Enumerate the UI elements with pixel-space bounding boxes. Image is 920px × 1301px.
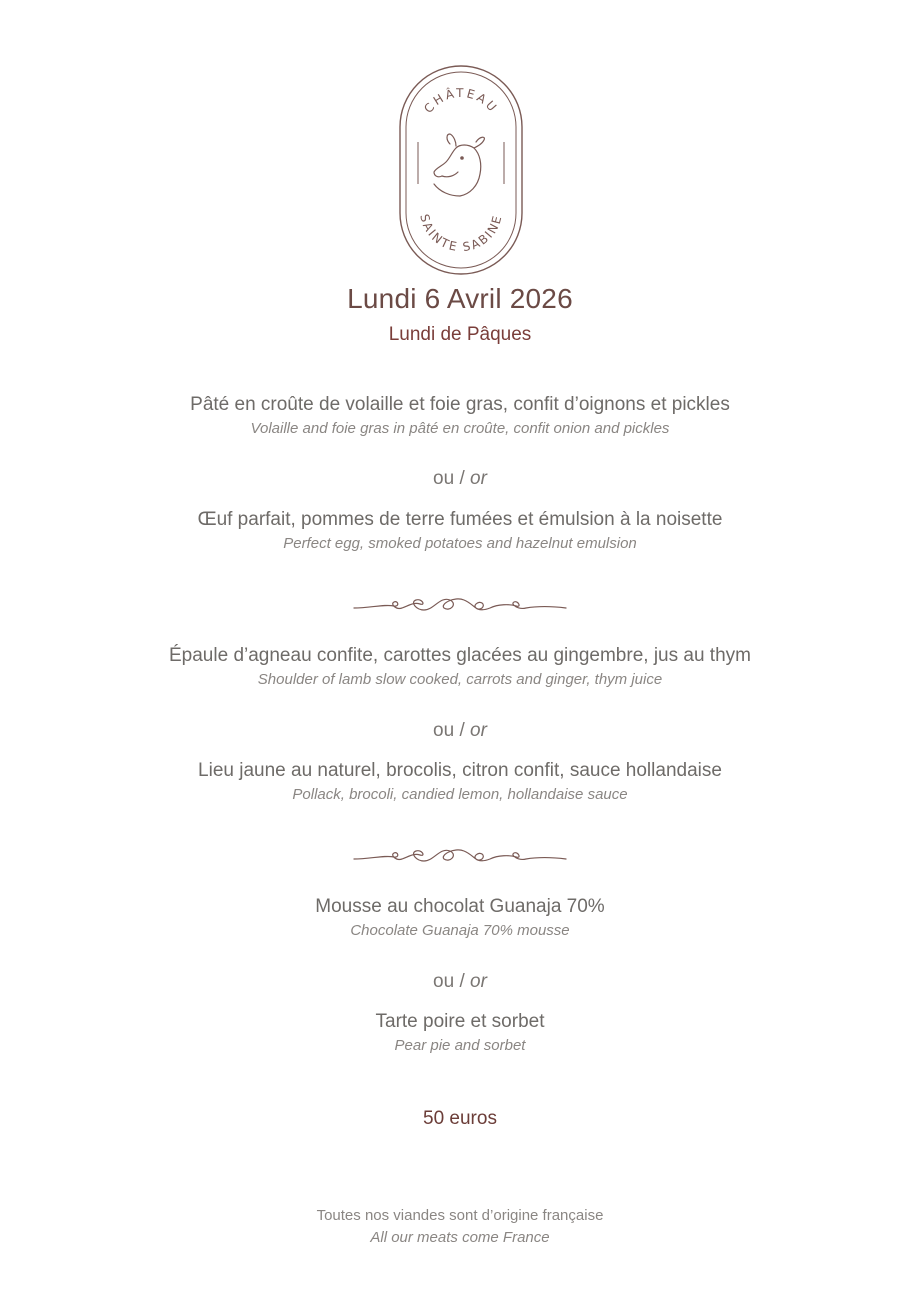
chateau-logo: [398, 64, 524, 276]
course-1-option-1: [0, 392, 920, 440]
deer-head-icon: [434, 134, 484, 196]
or-fr: ou: [433, 971, 455, 992]
or-en: or: [470, 468, 487, 489]
or-slash: /: [459, 720, 465, 741]
ornament-divider: [350, 592, 570, 622]
footer-note: [0, 1205, 920, 1249]
or-en: or: [470, 720, 487, 741]
menu-price: 50 euros: [423, 1108, 497, 1129]
ornament-divider: [350, 843, 570, 873]
menu-occasion: Lundi de Pâques: [388, 324, 532, 345]
dish-name-en: Volaille and foie gras in pâté en croûte, confit onion and pickles: [250, 420, 670, 437]
dish-name-en: Perfect egg, smoked potatoes and hazelnut emulsion: [283, 535, 637, 552]
dish-name-fr: Épaule d’agneau confite, carottes glacées au gingembre, jus au thym: [169, 645, 751, 666]
or-slash: /: [459, 971, 465, 992]
or-fr: ou: [433, 720, 455, 741]
footer-note-fr: Toutes nos viandes sont d’origine française: [316, 1207, 604, 1224]
footer-note-en: All our meats come France: [370, 1229, 550, 1246]
course-3-option-2: [0, 1009, 920, 1057]
course-1-option-2: [0, 507, 920, 555]
svg-text:SAINTE SABINE: [417, 213, 505, 254]
course-2-option-1: [0, 643, 920, 691]
or-separator: [0, 971, 920, 993]
dish-name-fr: Tarte poire et sorbet: [375, 1011, 545, 1032]
dish-name-fr: Pâté en croûte de volaille et foie gras, confit d’oignons et pickles: [190, 394, 730, 415]
dish-name-fr: Mousse au chocolat Guanaja 70%: [315, 896, 605, 917]
logo-top-text: CHÂTEAU: [421, 85, 501, 116]
or-separator: [0, 468, 920, 490]
dish-name-en: Pollack, brocoli, candied lemon, hollandaise sauce: [292, 786, 628, 803]
course-3-option-1: [0, 894, 920, 942]
or-fr: ou: [433, 468, 455, 489]
dish-name-fr: Œuf parfait, pommes de terre fumées et émulsion à la noisette: [197, 509, 723, 530]
dish-name-en: Chocolate Guanaja 70% mousse: [350, 922, 570, 939]
or-separator: [0, 720, 920, 742]
course-2-option-2: [0, 758, 920, 806]
logo-bottom-text: SAINTE SABINE: [417, 212, 505, 255]
dish-name-fr: Lieu jaune au naturel, brocolis, citron confit, sauce hollandaise: [198, 760, 722, 781]
svg-text:CHÂTEAU: [421, 85, 501, 115]
or-slash: /: [459, 468, 465, 489]
menu-date: Lundi 6 Avril 2026: [347, 283, 573, 314]
dish-name-en: Pear pie and sorbet: [394, 1037, 526, 1054]
or-en: or: [470, 971, 487, 992]
dish-name-en: Shoulder of lamb slow cooked, carrots and ginger, thym juice: [257, 671, 663, 688]
